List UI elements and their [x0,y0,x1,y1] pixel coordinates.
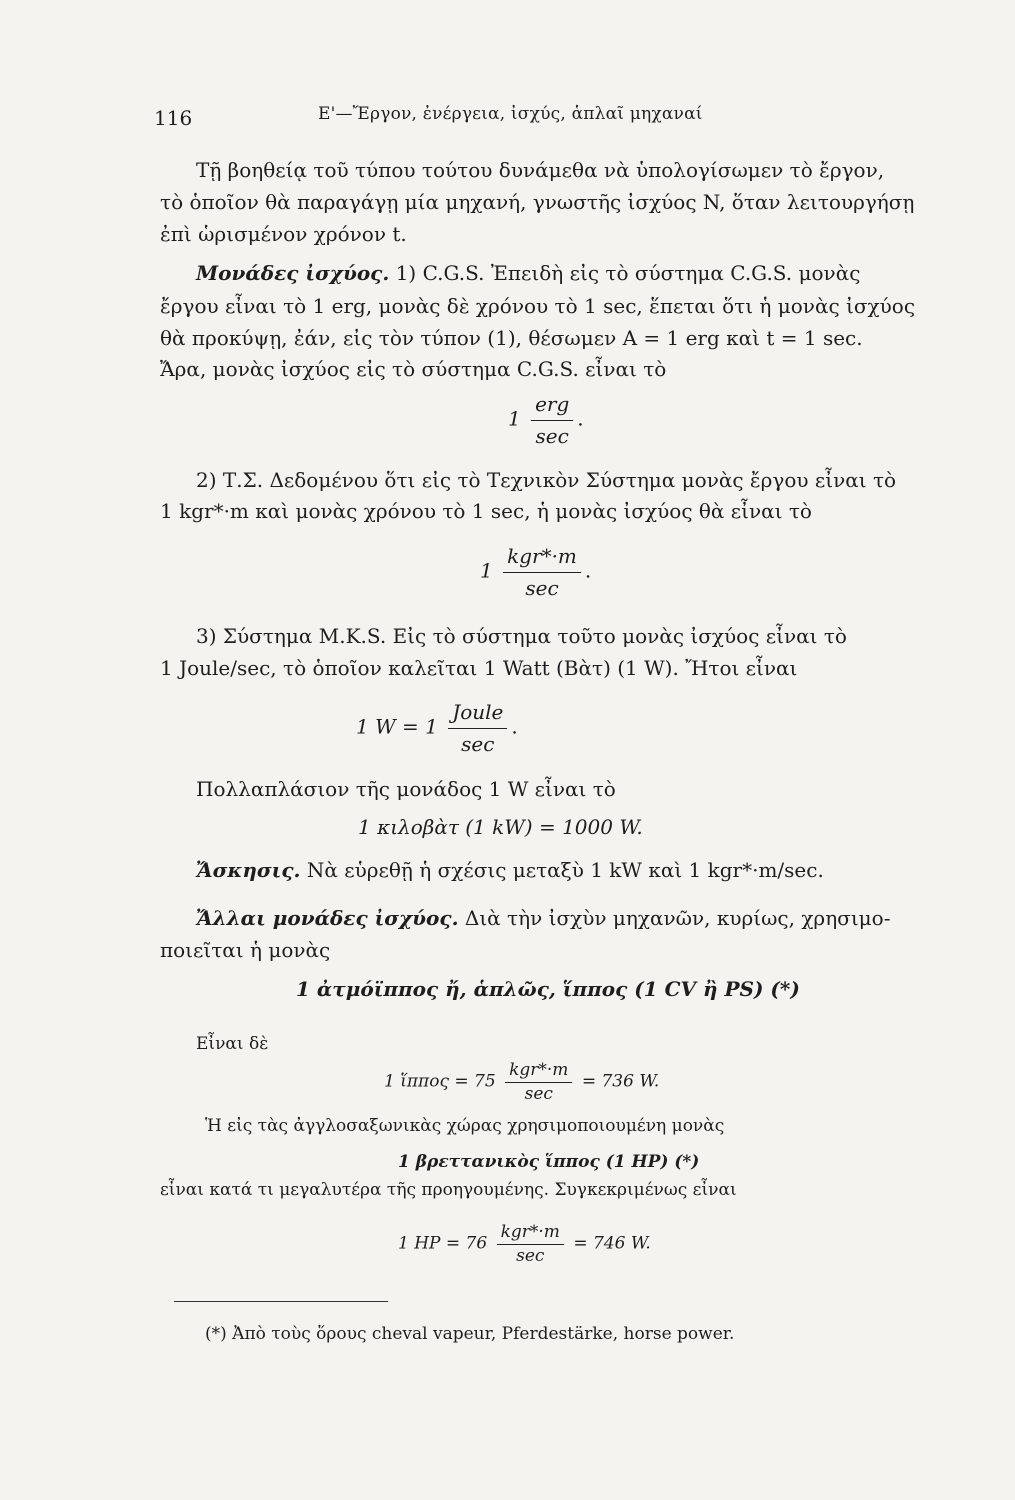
fraction-denominator: sec [524,1084,553,1104]
eq-ps-formula [384,1060,659,1104]
section-heading-power-units: Μονάδες ἰσχύος. [196,261,390,285]
formula-end: . [511,714,518,739]
mks-line2: 1 Joule/sec, τὸ ὁποῖον καλεῖται 1 Watt (Βὰτ) (1 W). Ἤτοι εἶναι [160,656,798,680]
formula-right: = 736 W. [581,1071,660,1092]
footnote-divider [174,1301,388,1302]
kilowatt-formula: 1 κιλοβὰτ (1 kW) = 1000 W. [358,815,643,839]
formula-left: 1 HP = 76 [398,1233,488,1254]
multiple-line: Πολλαπλάσιον τῆς μονάδος 1 W εἶναι τὸ [196,777,616,801]
para1-line2: τὸ ὁποῖον θὰ παραγάγῃ μία μηχανή, γνωστῆς ἰσχύος N, ὅταν λειτουργήσῃ [160,190,915,214]
british-horsepower-formula: 1 βρεττανικὸς ἵππος (1 HP) (*) [398,1152,700,1172]
hp-line1: Ἡ εἰς τὰς ἀγγλοσαξωνικὰς χώρας χρησιμοποιουμένη μονὰς [205,1116,725,1136]
fraction-numerator: kgr*·m [497,1222,564,1245]
fraction-numerator: erg [531,390,573,421]
para1-line1: Τῇ βοηθείᾳ τοῦ τύπου τούτου δυνάμεθα νὰ ὑπολογίσωμεν τὸ ἔργον, [196,158,885,182]
cgs-line1-text: 1) C.G.S. Ἐπειδὴ εἰς τὸ σύστημα C.G.S. μονὰς [395,261,861,285]
formula-end: . [584,558,592,583]
metric-horsepower-formula: 1 ἀτμόϊππος ἤ, ἁπλῶς, ἵππος (1 CV ἢ PS) (*) [296,977,800,1001]
fraction-kgrm-per-sec [503,542,581,602]
fraction-numerator: kgr*·m [503,542,581,573]
fraction-denominator: sec [516,1246,545,1266]
exercise-heading: Ἄσκησις. [196,858,301,882]
hp-line2: εἶναι κατά τι μεγαλυτέρα τῆς προηγουμένης. Συγκεκριμένως εἶναι [160,1180,737,1200]
cgs-paragraph-first-line [196,259,860,287]
formula-left: 1 ἵππος = 75 [384,1071,496,1092]
fraction-numerator: Joule [448,698,507,729]
other-units-line1 [196,904,890,932]
cgs-line2: ἔργου εἶναι τὸ 1 erg, μονὰς δὲ χρόνου τὸ 1 sec, ἕπεται ὅτι ἡ μονὰς ἰσχύος [160,294,916,318]
mks-line1: 3) Σύστημα M.K.S. Εἰς τὸ σύστημα τοῦτο μονὰς ἰσχύος εἶναι τὸ [196,624,847,648]
formula-right: = 746 W. [573,1233,651,1254]
fraction-denominator: sec [461,732,495,756]
other-units-heading: Ἄλλαι μονάδες ἰσχύος. [196,906,459,930]
page-number: 116 [154,106,193,130]
running-title: Ε'—Ἔργον, ἐνέργεια, ἰσχύς, ἁπλαῖ μηχαναί [318,104,703,124]
fraction-denominator: sec [535,424,569,448]
ts-line1: 2) Τ.Σ. Δεδομένου ὅτι εἰς τὸ Τεχνικὸν Σύστημα μονὰς ἔργου εἶναι τὸ [196,468,897,492]
exercise-text: Νὰ εὑρεθῇ ἡ σχέσις μεταξὺ 1 kW καὶ 1 kgr*·m/sec. [306,858,824,882]
footnote: (*) Ἀπὸ τοὺς ὅρους cheval vapeur, Pferdestärke, horse power. [205,1324,735,1344]
mks-formula [356,698,518,758]
fraction-kgrm-per-sec [505,1060,572,1104]
hp-formula [398,1222,651,1266]
fraction-erg-per-sec [531,390,573,450]
eq-ps-lead: Εἶναι δὲ [196,1034,269,1054]
other-units-text: Διὰ τὴν ἰσχὺν μηχανῶν, κυρίως, χρησιμο- [464,906,891,930]
formula-coefficient: 1 [480,558,493,583]
formula-left: 1 W = 1 [356,714,438,739]
para1-line3: ἐπὶ ὡρισμένον χρόνον t. [160,222,407,246]
ts-line2: 1 kgr*·m καὶ μονὰς χρόνου τὸ 1 sec, ἡ μονὰς ἰσχύος θὰ εἶναι τὸ [160,499,812,523]
formula-coefficient: 1 [508,406,521,431]
ts-formula [480,542,591,602]
other-units-line2: ποιεῖται ἡ μονὰς [160,938,331,962]
formula-end: . [577,406,584,431]
fraction-kgrm-per-sec [497,1222,564,1266]
exercise-line [196,856,824,884]
fraction-denominator: sec [525,576,559,600]
fraction-joule-per-sec [448,698,507,758]
fraction-numerator: kgr*·m [505,1060,572,1083]
cgs-line3: θὰ προκύψῃ, ἐάν, εἰς τὸν τύπον (1), θέσωμεν A = 1 erg καὶ t = 1 sec. [160,326,863,350]
cgs-formula [508,390,584,450]
cgs-line4: Ἄρα, μονὰς ἰσχύος εἰς τὸ σύστημα C.G.S. εἶναι τὸ [160,357,667,381]
